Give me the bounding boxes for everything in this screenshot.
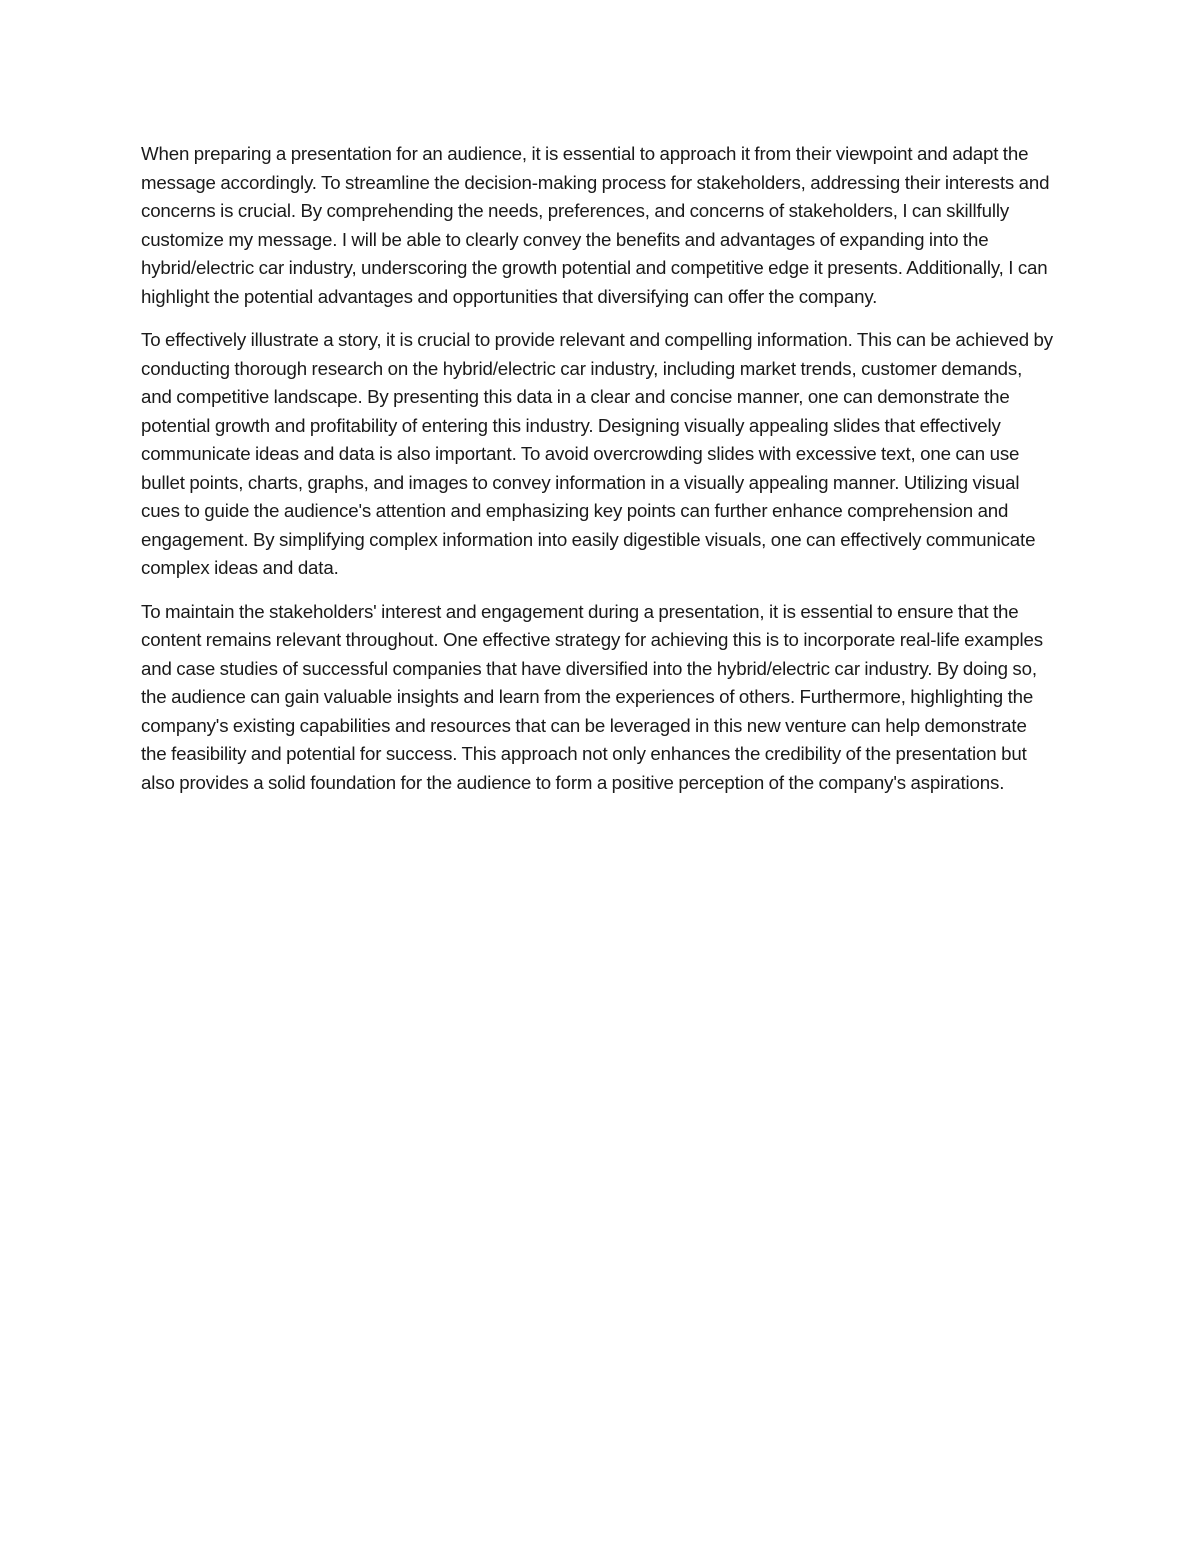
document-body [141, 140, 1056, 812]
paragraph-1: When preparing a presentation for an audience, it is essential to approach it from their viewpoint and adapt the message accordingly. To streamline the decision-making process for stakeholders, addressing their interests and concerns is crucial. By comprehending the needs, preferences, and concerns of stakeholders, I can skillfully customize my message. I will be able to clearly convey the benefits and advantages of expanding into the hybrid/electric car industry, underscoring the growth potential and competitive edge it presents. Additionally, I can highlight the potential advantages and opportunities that diversifying can offer the company. [141, 143, 1050, 307]
paragraph-2: To effectively illustrate a story, it is crucial to provide relevant and compelling information. This can be achieved by conducting thorough research on the hybrid/electric car industry, including market trends, customer demands, and competitive landscape. By presenting this data in a clear and concise manner, one can demonstrate the potential growth and profitability of entering this industry. Designing visually appealing slides that effectively communicate ideas and data is also important. To avoid overcrowding slides with excessive text, one can use bullet points, charts, graphs, and images to convey information in a visually appealing manner. Utilizing visual cues to guide the audience's attention and emphasizing key points can further enhance comprehension and engagement. By simplifying complex information into easily digestible visuals, one can effectively communicate complex ideas and data. [141, 329, 1053, 578]
paragraph-3: To maintain the stakeholders' interest and engagement during a presentation, it is essential to ensure that the content remains relevant throughout. One effective strategy for achieving this is to incorporate real-life examples and case studies of successful companies that have diversified into the hybrid/electric car industry. By doing so, the audience can gain valuable insights and learn from the experiences of others. Furthermore, highlighting the company's existing capabilities and resources that can be leveraged in this new venture can help demonstrate the feasibility and potential for success. This approach not only enhances the credibility of the presentation but also provides a solid foundation for the audience to form a positive perception of the company's aspirations. [141, 600, 1043, 793]
